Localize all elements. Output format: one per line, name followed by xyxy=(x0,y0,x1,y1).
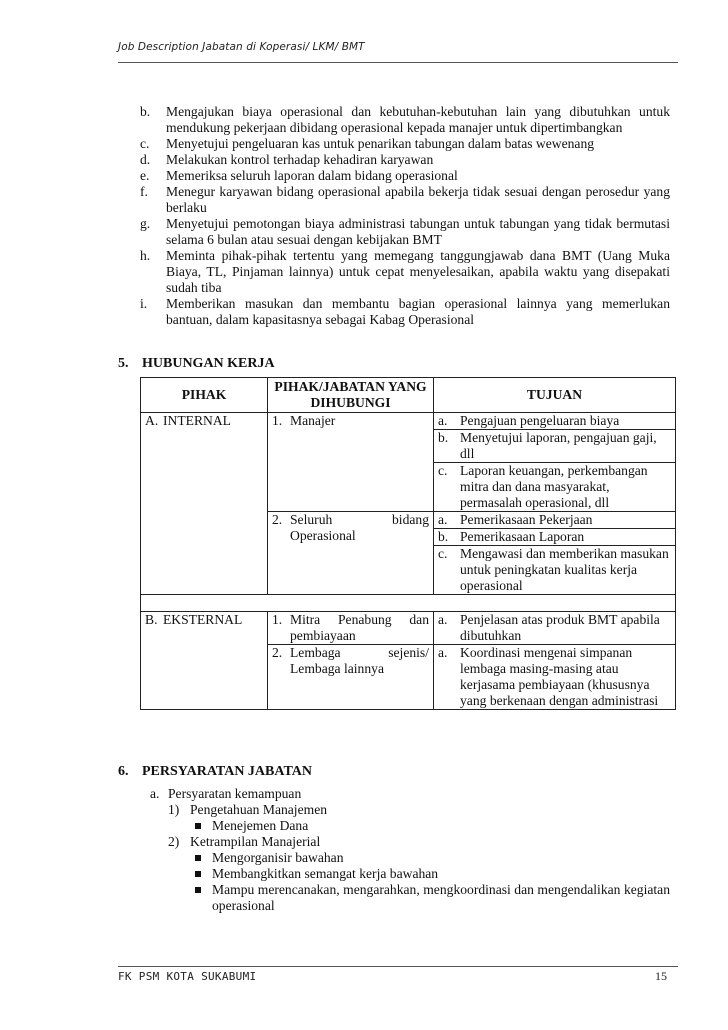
goal-cell: a. Penjelasan atas produk BMT apabila dibutuhkan xyxy=(434,612,676,645)
contact-lembaga: 2. Lembaga sejenis/ Lembaga lainnya xyxy=(268,645,434,710)
square-bullet-icon xyxy=(190,882,212,914)
column-header-pihak: PIHAK xyxy=(141,378,268,413)
footer-organization: FK PSM KOTA SUKABUMI xyxy=(118,970,257,983)
goal-cell: b. Menyetujui laporan, pengajuan gaji, dll xyxy=(434,430,676,463)
table-header-row xyxy=(141,378,676,413)
footer-divider xyxy=(118,966,678,967)
table-row xyxy=(141,413,676,430)
page-number: 15 xyxy=(655,969,667,983)
running-header: Job Description Jabatan di Koperasi/ LKM/ BMT xyxy=(118,41,365,53)
work-relations-table xyxy=(140,377,676,710)
list-item: d. Melakukan kontrol terhadap kehadiran karyawan xyxy=(140,152,434,167)
contact-manajer: 1. Manajer xyxy=(268,413,434,512)
list-item: i. Memberikan masukan dan membantu bagian operasional lainnya yang memerlukan bantuan, dalam kapasitasnya sebagai Kabag Operasional xyxy=(140,296,670,327)
square-bullet-icon xyxy=(190,866,212,882)
list-item: 2) Ketrampilan Manajerial xyxy=(168,834,321,849)
goal-cell: c. Laporan keuangan, perkembangan mitra dan dana masyarakat, permasalah operasional, dll xyxy=(434,463,676,512)
requirements-list xyxy=(150,786,670,914)
square-bullet-icon xyxy=(190,818,212,834)
list-item: Mengorganisir bawahan xyxy=(190,850,670,866)
header-divider xyxy=(118,62,678,63)
party-eksternal: B. EKSTERNAL xyxy=(141,612,268,710)
list-item: g. Menyetujui pemotongan biaya administrasi tabungan untuk tabungan yang tidak bermutasi selama 6 bulan atau sesuai dengan kebijakan BMT xyxy=(140,216,670,247)
goal-cell: b. Pemerikasaan Laporan xyxy=(434,529,676,546)
table-row xyxy=(141,612,676,645)
section-6-heading: 6. PERSYARATAN JABATAN xyxy=(118,764,312,779)
duties-list xyxy=(140,104,670,328)
column-header-tujuan: TUJUAN xyxy=(434,378,676,413)
list-item: Membangkitkan semangat kerja bawahan xyxy=(190,866,670,882)
section-5-heading: 5. HUBUNGAN KERJA xyxy=(118,356,275,371)
list-item: Mampu merencanakan, mengarahkan, mengkoordinasi dan mengendalikan kegiatan operasional xyxy=(190,882,670,914)
goal-cell: c. Mengawasi dan memberikan masukan untuk peningkatan kualitas kerja operasional xyxy=(434,546,676,595)
list-item: b. Mengajukan biaya operasional dan kebutuhan-kebutuhan lain yang dibutuhkan untuk mendukung pekerjaan dibidang operasional kepada manajer untuk dipertimbangkan xyxy=(140,104,670,135)
contact-mitra: 1. Mitra Penabung dan pembiayaan xyxy=(268,612,434,645)
list-item: e. Memeriksa seluruh laporan dalam bidang operasional xyxy=(140,168,458,183)
column-header-jabatan: PIHAK/JABATAN YANG DIHUBUNGI xyxy=(268,378,434,413)
table-spacer-row xyxy=(141,595,676,612)
list-item: h. Meminta pihak-pihak tertentu yang memegang tanggungjawab dana BMT (Uang Muka Biaya, TL, Pinjaman lainnya) untuk cepat menyelesaikan, apabila waktu yang disepakati sudah tiba xyxy=(140,248,670,295)
goal-cell: a. Pengajuan pengeluaran biaya xyxy=(434,413,676,430)
list-item: f. Menegur karyawan bidang operasional apabila bekerja tidak sesuai dengan perosedur yang berlaku xyxy=(140,184,670,215)
square-bullet-icon xyxy=(190,850,212,866)
contact-bidang-operasional: 2. Seluruh bidang Operasional xyxy=(268,512,434,595)
list-item: Menejemen Dana xyxy=(190,818,670,834)
goal-cell: a. Koordinasi mengenai simpanan lembaga masing-masing atau kerjasama pembiayaan (khususnya yang berkenaan dengan administrasi xyxy=(434,645,676,710)
list-item: 1) Pengetahuan Manajemen xyxy=(168,802,328,817)
goal-cell: a. Pemerikasaan Pekerjaan xyxy=(434,512,676,529)
party-internal: A. INTERNAL xyxy=(141,413,268,595)
list-item: a. Persyaratan kemampuan xyxy=(150,786,302,801)
list-item: c. Menyetujui pengeluaran kas untuk penarikan tabungan dalam batas wewenang xyxy=(140,136,595,151)
